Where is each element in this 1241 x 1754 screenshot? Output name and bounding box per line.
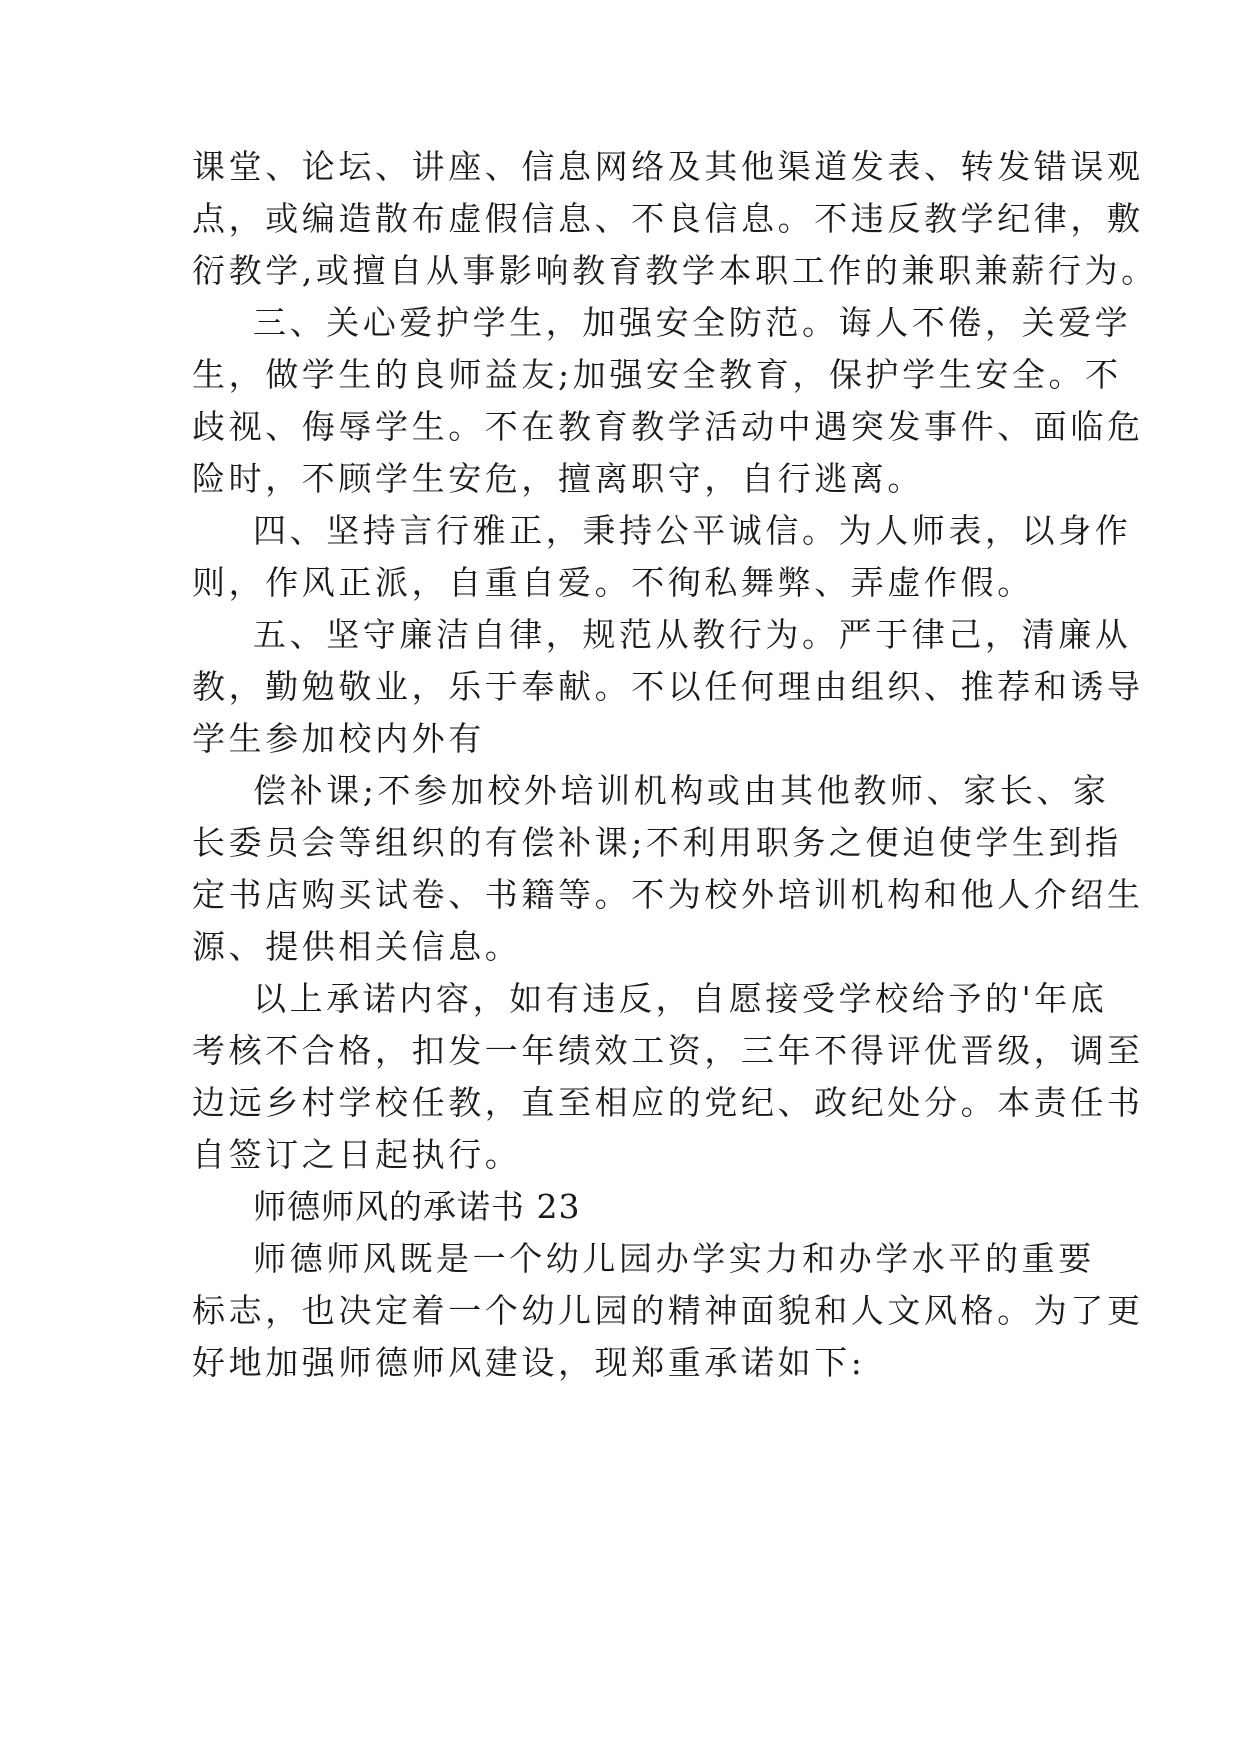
body-text-line: 边远乡村学校任教，直至相应的党纪、政纪处分。本责任书	[192, 1083, 1144, 1122]
body-text-line: 长委员会等组织的有偿补课;不利用职务之便迫使学生到指	[192, 823, 1122, 862]
body-text-line: 歧视、侮辱学生。不在教育教学活动中遇突发事件、面临危	[192, 407, 1144, 446]
body-text-line: 则，作风正派，自重自爱。不徇私舞弊、弄虚作假。	[192, 563, 1034, 602]
body-text-line: 定书店购买试卷、书籍等。不为校外培训机构和他人介绍生	[192, 875, 1144, 914]
body-text-line: 教，勤勉敬业，乐于奉献。不以任何理由组织、推荐和诱导	[192, 667, 1144, 706]
section-heading: 师德师风的承诺书 23	[253, 1187, 581, 1226]
body-text-line: 学生参加校内外有	[192, 719, 485, 758]
body-text-line: 自签订之日起执行。	[192, 1135, 522, 1174]
body-text-line: 衍教学,或擅自从事影响教育教学本职工作的兼职兼薪行为。	[192, 251, 1158, 290]
paragraph-start-line: 三、关心爱护学生，加强安全防范。诲人不倦，关爱学	[253, 303, 1132, 342]
paragraph-start-line: 偿补课;不参加校外培训机构或由其他教师、家长、家	[253, 771, 1110, 810]
body-text-line: 点，或编造散布虚假信息、不良信息。不违反教学纪律，敷	[192, 199, 1144, 238]
body-text-line: 险时，不顾学生安危，擅离职守，自行逃离。	[192, 459, 924, 498]
body-text-line: 源、提供相关信息。	[192, 927, 522, 966]
body-text-line: 课堂、论坛、讲座、信息网络及其他渠道发表、转发错误观	[192, 147, 1144, 186]
body-text-line: 好地加强师德师风建设，现郑重承诺如下:	[192, 1343, 866, 1382]
body-text-line: 标志，也决定着一个幼儿园的精神面貌和人文风格。为了更	[192, 1291, 1144, 1330]
paragraph-start-line: 四、坚持言行雅正，秉持公平诚信。为人师表，以身作	[253, 511, 1132, 550]
paragraph-start-line: 师德师风既是一个幼儿园办学实力和办学水平的重要	[253, 1239, 1095, 1278]
body-text-line: 考核不合格，扣发一年绩效工资，三年不得评优晋级，调至	[192, 1031, 1144, 1070]
paragraph-start-line: 以上承诺内容，如有违反，自愿接受学校给予的'年底	[253, 979, 1108, 1018]
body-text-line: 生，做学生的良师益友;加强安全教育，保护学生安全。不	[192, 355, 1122, 394]
paragraph-start-line: 五、坚守廉洁自律，规范从教行为。严于律己，清廉从	[253, 615, 1132, 654]
